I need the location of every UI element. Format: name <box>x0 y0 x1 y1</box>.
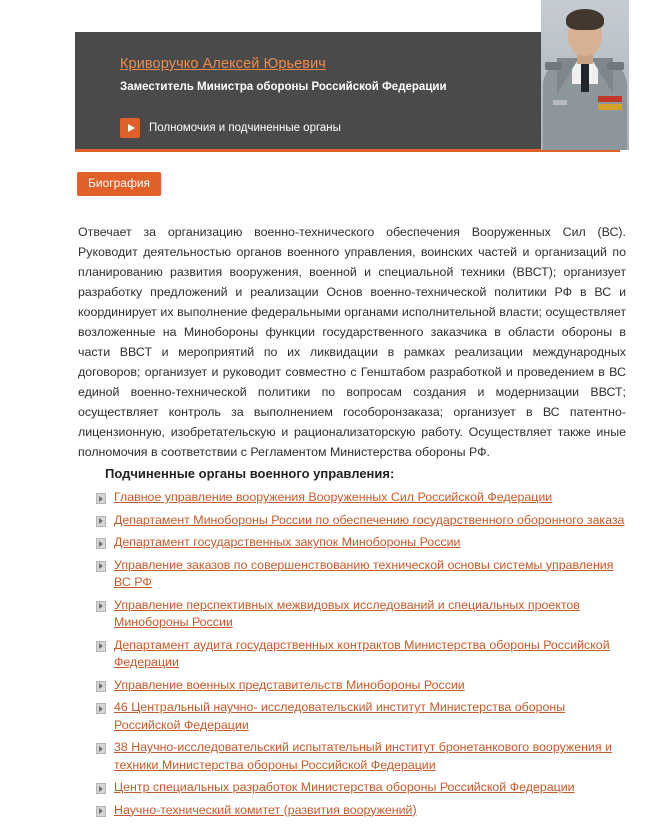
subordinate-link[interactable]: Главное управление вооружения Вооруженных Сил Российской Федерации <box>114 490 553 504</box>
arrow-bullet-icon <box>96 516 106 527</box>
arrow-bullet-icon <box>96 561 106 572</box>
list-item[interactable] <box>96 512 631 530</box>
photo-shoulder-board-left <box>545 62 562 70</box>
list-item[interactable] <box>96 534 631 552</box>
subordinate-link[interactable]: 46 Центральный научно- исследовательский институт Министерства обороны Российской Федерации <box>114 700 566 732</box>
subordinate-link[interactable]: Управление перспективных межвидовых исследований и специальных проектов Минобороны России <box>114 597 580 629</box>
photo-hair <box>566 9 604 30</box>
arrow-bullet-icon <box>96 703 106 714</box>
subordinate-bodies-list <box>96 489 631 824</box>
list-item[interactable] <box>96 699 631 734</box>
banner-inner <box>75 32 620 149</box>
list-item[interactable] <box>96 739 631 774</box>
subordinate-link[interactable]: Департамент аудита государственных контрактов Министерства обороны Российской Федерации <box>114 637 610 669</box>
officer-name-link[interactable]: Криворучко Алексей Юрьевич <box>120 56 326 72</box>
subordinate-link[interactable]: Центр специальных разработок Министерства обороны Российской Федерации <box>114 780 575 794</box>
biography-paragraph: Отвечает за организацию военно-технического обеспечения Вооруженных Сил (ВС). Руководит деятельностью органов военного управления, воинских частей и организаций по планированию развития вооружения, военной и специальной техники (ВВСТ); организует разработку предложений и реализации Основ военно-технической политики РФ в ВС и координирует их выполнение федеральными органами исполнительной власти; осуществляет возложенные на Минобороны функции государственного заказчика в области обороны в части ВВСТ и мероприятий по их ликвидации в рамках реализации международных договоров; организует и руководит совместно с Генштабом разработкой и проведением в ВС единой военно-технической политики по вопросам создания и модернизации ВВСТ; осуществляет контроль за выполнением гособоронзаказа; организует в ВС патентно-лицензионную, изобретательскую и рационализаторскую работу. Осуществляет также иные полномочия в соответствии с Регламентом Министерства обороны РФ. <box>78 225 626 459</box>
arrow-bullet-icon <box>96 806 106 817</box>
subordinate-link[interactable]: Управление военных представительств Минобороны России <box>114 677 465 692</box>
subordinate-link[interactable]: Управление заказов по совершенствованию технической основы системы управления ВС РФ <box>114 557 614 589</box>
list-item[interactable] <box>96 557 631 592</box>
photo-shoulder-board-right <box>607 62 624 70</box>
profile-banner <box>75 32 620 152</box>
subordinate-link[interactable]: 38 Научно-исследовательский испытательный институт бронетанкового вооружения и техники Министерства обороны Российской Федерации <box>114 740 612 772</box>
officer-position: Заместитель Министра обороны Российской Федерации <box>120 81 447 93</box>
photo-tie <box>581 64 589 92</box>
portrait-photo <box>541 0 629 150</box>
arrow-bullet-icon <box>96 783 106 794</box>
powers-row[interactable] <box>120 118 341 138</box>
subordinate-link[interactable]: Департамент государственных закупок Минобороны России <box>114 535 461 549</box>
arrow-bullet-icon <box>96 538 106 549</box>
list-item[interactable] <box>96 637 631 672</box>
photo-medal-ribbon-3 <box>553 100 567 105</box>
arrow-bullet-icon <box>96 601 106 612</box>
arrow-bullet-icon <box>96 681 106 692</box>
photo-medal-ribbon-2 <box>598 104 622 110</box>
subordinate-link[interactable]: Департамент Минобороны России по обеспечению государственного оборонного заказа <box>114 512 625 527</box>
arrow-bullet-icon <box>96 493 106 504</box>
arrow-bullet-icon <box>96 743 106 754</box>
list-item[interactable] <box>96 489 631 507</box>
subordinate-link[interactable]: Научно-технический комитет (развития вооружений) <box>114 802 417 817</box>
list-item[interactable] <box>96 779 631 797</box>
arrow-bullet-icon <box>96 641 106 652</box>
tab-biography[interactable]: Биография <box>77 172 161 196</box>
powers-label: Полномочия и подчиненные органы <box>149 122 341 134</box>
subordinate-bodies-heading: Подчиненные органы военного управления: <box>105 466 395 481</box>
list-item[interactable] <box>96 677 631 695</box>
play-triangle-icon[interactable] <box>120 118 140 138</box>
photo-medal-ribbon-1 <box>598 96 622 102</box>
list-item[interactable] <box>96 597 631 632</box>
list-item[interactable] <box>96 802 631 820</box>
